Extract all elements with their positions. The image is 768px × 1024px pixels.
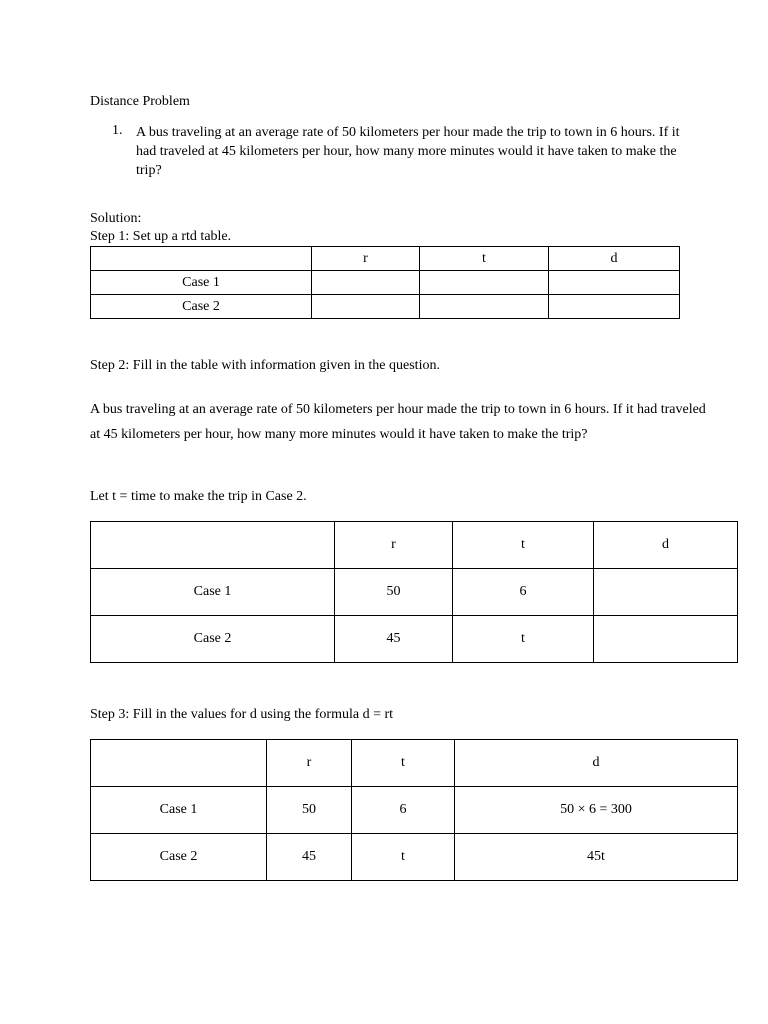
table-cell: [91, 740, 267, 787]
table-cell: Case 1: [91, 569, 335, 616]
step3-table: [90, 739, 738, 881]
table-cell: Case 1: [91, 787, 267, 834]
table-cell: d: [594, 522, 738, 569]
table-cell: [420, 295, 549, 319]
table-cell: t: [352, 740, 455, 787]
table-cell: [91, 522, 335, 569]
table-header-row: [91, 247, 680, 271]
table-cell: r: [335, 522, 453, 569]
table-cell: r: [312, 247, 420, 271]
table-cell: t: [453, 616, 594, 663]
step1-label: Step 1: Set up a rtd table.: [90, 229, 232, 244]
table-row: [91, 787, 738, 834]
table-cell: [594, 616, 738, 663]
table-row: [91, 295, 680, 319]
table-cell: [549, 271, 680, 295]
table-cell: 45: [267, 834, 352, 881]
table-cell: [91, 247, 312, 271]
step2-table: [90, 521, 738, 663]
table-cell: t: [352, 834, 455, 881]
restated-problem: A bus traveling at an average rate of 50 kilometers per hour made the trip to town in 6 hours. If it had traveled at 45 kilometers per hour, how many more minutes would it have taken to make the trip?: [90, 402, 706, 442]
problem-number: 1.: [112, 123, 123, 138]
table-cell: 45: [335, 616, 453, 663]
problem-text: A bus traveling at an average rate of 50 kilometers per hour made the trip to town in 6 hours. If it had traveled at 45 kilometers per hour, how many more minutes would it have taken to make the trip?: [136, 125, 680, 178]
table-cell: Case 2: [91, 616, 335, 663]
step2-label: Step 2: Fill in the table with information given in the question.: [90, 358, 440, 373]
solution-label: Solution:: [90, 211, 142, 226]
table-cell: 50: [267, 787, 352, 834]
table-row: [91, 569, 738, 616]
table-cell: [594, 569, 738, 616]
table-cell: [420, 271, 549, 295]
table-cell: t: [420, 247, 549, 271]
step1-table: [90, 246, 680, 319]
table-cell: Case 2: [91, 834, 267, 881]
let-statement: Let t = time to make the trip in Case 2.: [90, 489, 307, 504]
table-cell: d: [549, 247, 680, 271]
table-cell: d: [455, 740, 738, 787]
table-cell: 6: [453, 569, 594, 616]
table-row: [91, 834, 738, 881]
table-cell: Case 1: [91, 271, 312, 295]
table-cell: 6: [352, 787, 455, 834]
table-header-row: [91, 522, 738, 569]
table-cell: 50 × 6 = 300: [455, 787, 738, 834]
table-cell: r: [267, 740, 352, 787]
table-cell: 50: [335, 569, 453, 616]
table-cell: [312, 271, 420, 295]
table-row: [91, 616, 738, 663]
table-row: [91, 271, 680, 295]
table-cell: 45t: [455, 834, 738, 881]
table-cell: [549, 295, 680, 319]
table-cell: [312, 295, 420, 319]
table-cell: t: [453, 522, 594, 569]
table-header-row: [91, 740, 738, 787]
table-cell: Case 2: [91, 295, 312, 319]
step3-label: Step 3: Fill in the values for d using the formula d = rt: [90, 707, 394, 722]
page-title: Distance Problem: [90, 94, 190, 109]
